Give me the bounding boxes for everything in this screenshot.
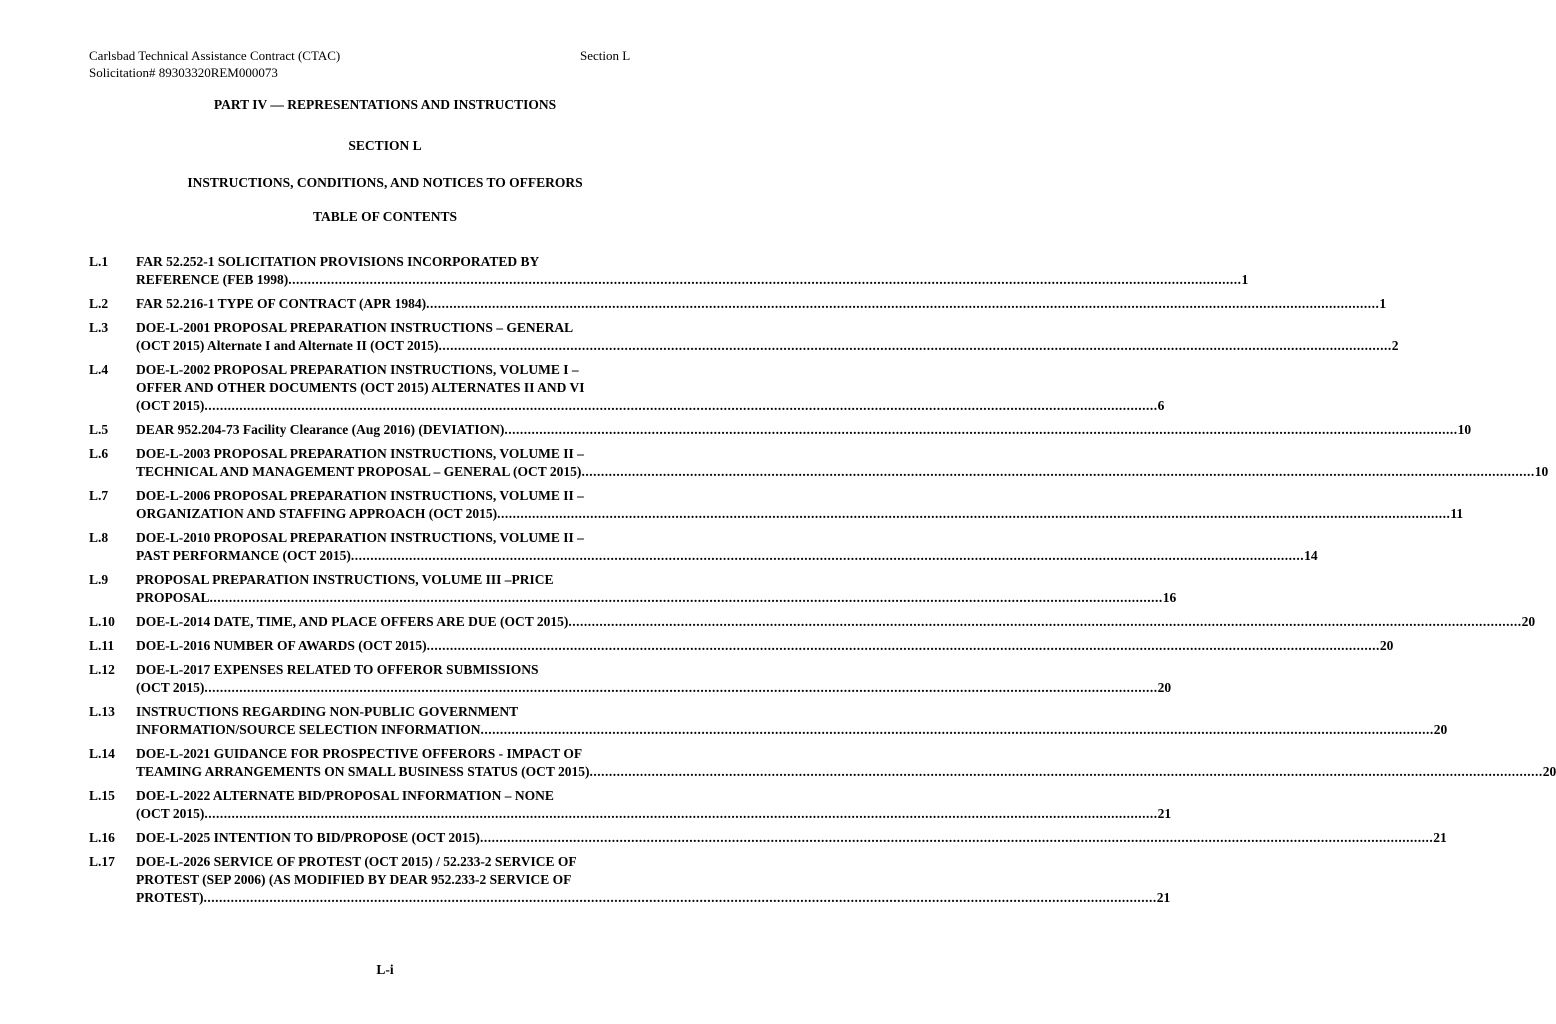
dot-leader: [288, 271, 1241, 289]
dot-leader: [581, 463, 1534, 481]
toc-entry-page: 11: [1450, 506, 1464, 521]
dot-leader: [351, 547, 1304, 565]
part-title: PART IV — REPRESENTATIONS AND INSTRUCTIONS: [213, 97, 557, 112]
toc-entry-page: 10: [1534, 464, 1549, 479]
contract-title: Carlsbad Technical Assistance Contract (CTAC): [89, 48, 341, 63]
toc-entry[interactable]: [89, 421, 1472, 439]
toc-entry-title-line: PROTEST (SEP 2006) (AS MODIFIED BY DEAR 952.233-2 SERVICE OF: [136, 872, 572, 887]
toc-entry-title-line: PROPOSAL: [136, 590, 210, 605]
toc-entry-page: 20: [1157, 680, 1172, 695]
toc-entry-title-line: INSTRUCTIONS REGARDING NON-PUBLIC GOVERNMENT: [136, 704, 519, 719]
section-subtitle: INSTRUCTIONS, CONDITIONS, AND NOTICES TO OFFERORS: [187, 175, 583, 190]
toc-entry[interactable]: [89, 745, 1556, 781]
toc-entry-title-line: DOE-L-2006 PROPOSAL PREPARATION INSTRUCTIONS, VOLUME II –: [136, 488, 584, 503]
toc-entry-title-line: DOE-L-2017 EXPENSES RELATED TO OFFEROR SUBMISSIONS: [136, 662, 539, 677]
toc-entry[interactable]: [89, 529, 1318, 565]
toc-entry-last-line: [136, 805, 1172, 823]
toc-entry-title-line: REFERENCE (FEB 1998): [136, 272, 289, 287]
dot-leader: [427, 637, 1380, 655]
toc-entry-title-line: DOE-L-2001 PROPOSAL PREPARATION INSTRUCTIONS – GENERAL: [136, 320, 574, 335]
toc-entry-page: 21: [1157, 806, 1172, 821]
toc-entry[interactable]: [89, 853, 1171, 907]
dot-leader: [504, 421, 1457, 439]
toc-entry-title-line: (OCT 2015): [136, 680, 205, 695]
toc-entry[interactable]: [89, 445, 1549, 481]
toc-entry-last-line: [136, 589, 1177, 607]
toc-entry-title-line: DOE-L-2002 PROPOSAL PREPARATION INSTRUCTIONS, VOLUME I –: [136, 362, 579, 377]
toc-entry-title-line: (OCT 2015) Alternate I and Alternate II (OCT 2015): [136, 338, 439, 353]
toc-entry-last-line: [136, 721, 1448, 739]
dot-leader: [204, 679, 1157, 697]
toc-entry-page: 20: [1521, 614, 1536, 629]
toc-entry-number: L.2: [89, 296, 109, 311]
toc-entry-number: L.6: [89, 446, 109, 461]
toc-entry-page: 1: [1379, 296, 1387, 311]
toc-entry-last-line: [136, 295, 1387, 313]
toc-entry[interactable]: [89, 361, 1165, 415]
toc-entry-number: L.5: [89, 422, 109, 437]
toc-entry-last-line: [136, 505, 1464, 523]
dot-leader: [481, 721, 1434, 739]
toc-entry-page: 20: [1379, 638, 1394, 653]
toc-entry-title-line: INFORMATION/SOURCE SELECTION INFORMATION: [136, 722, 481, 737]
dot-leader: [589, 763, 1542, 781]
toc-heading: TABLE OF CONTENTS: [312, 209, 458, 224]
page-number: L-i: [376, 962, 394, 977]
toc-entry-number: L.1: [89, 254, 109, 269]
toc-entry-number: L.12: [89, 662, 115, 677]
toc-entry-title-line: TEAMING ARRANGEMENTS ON SMALL BUSINESS STATUS (OCT 2015): [136, 764, 590, 779]
toc-entry-number: L.8: [89, 530, 109, 545]
toc-entry-title-line: DOE-L-2014 DATE, TIME, AND PLACE OFFERS ARE DUE (OCT 2015): [136, 614, 569, 629]
dot-leader: [204, 805, 1157, 823]
dot-leader: [480, 829, 1433, 847]
toc-entry-page: 16: [1162, 590, 1177, 605]
toc-entry[interactable]: [89, 295, 1387, 313]
toc-entry-title-line: (OCT 2015): [136, 806, 205, 821]
toc-entry-last-line: [136, 829, 1447, 847]
toc-entry-title-line: DOE-L-2022 ALTERNATE BID/PROPOSAL INFORMATION – NONE: [136, 788, 554, 803]
toc-entry-last-line: [136, 763, 1556, 781]
toc-entry-last-line: [136, 679, 1172, 697]
toc-entry-title-line: DOE-L-2025 INTENTION TO BID/PROPOSE (OCT 2015): [136, 830, 480, 845]
toc-entry-title-line: DOE-L-2016 NUMBER OF AWARDS (OCT 2015): [136, 638, 427, 653]
toc-entry-number: L.13: [89, 704, 115, 719]
toc-entry-title-line: DOE-L-2021 GUIDANCE FOR PROSPECTIVE OFFERORS - IMPACT OF: [136, 746, 583, 761]
toc-entry-number: L.4: [89, 362, 109, 377]
toc-entry-title-line: PROTEST): [136, 890, 204, 905]
solicitation-number: Solicitation# 89303320REM000073: [89, 65, 278, 80]
dot-leader: [204, 889, 1157, 907]
toc-entry-title-line: PROPOSAL PREPARATION INSTRUCTIONS, VOLUME III –PRICE: [136, 572, 554, 587]
header-left: [89, 47, 340, 81]
dot-leader: [426, 295, 1379, 313]
section-label: Section L: [580, 48, 631, 63]
toc-entry-number: L.11: [89, 638, 115, 653]
toc-entry[interactable]: [89, 703, 1448, 739]
toc-entry-page: 14: [1304, 548, 1318, 563]
toc-entry-page: 1: [1241, 272, 1249, 287]
toc-entry-title-line: DEAR 952.204-73 Facility Clearance (Aug 2016) (DEVIATION): [136, 422, 505, 437]
table-of-contents: [89, 253, 1556, 913]
toc-entry-title-line: PAST PERFORMANCE (OCT 2015): [136, 548, 351, 563]
toc-entry-page: 21: [1433, 830, 1447, 845]
toc-entry[interactable]: [89, 637, 1394, 655]
toc-entry[interactable]: [89, 319, 1399, 355]
toc-entry-title-line: DOE-L-2010 PROPOSAL PREPARATION INSTRUCTIONS, VOLUME II –: [136, 530, 584, 545]
toc-entry-page: 6: [1157, 398, 1165, 413]
toc-entry-title-line: DOE-L-2026 SERVICE OF PROTEST (OCT 2015) / 52.233-2 SERVICE OF: [136, 854, 577, 869]
toc-entry-last-line: [136, 637, 1394, 655]
toc-entry-page: 21: [1156, 890, 1171, 905]
toc-entry[interactable]: [89, 253, 1249, 289]
toc-entry-last-line: [136, 613, 1536, 631]
toc-entry-number: L.9: [89, 572, 109, 587]
dot-leader: [497, 505, 1450, 523]
toc-entry-title-line: ORGANIZATION AND STAFFING APPROACH (OCT 2015): [136, 506, 498, 521]
dot-leader: [439, 337, 1392, 355]
toc-entry[interactable]: [89, 829, 1447, 847]
toc-entry-number: L.7: [89, 488, 109, 503]
toc-entry-last-line: [136, 271, 1249, 289]
toc-entry-number: L.14: [89, 746, 115, 761]
toc-entry-last-line: [136, 547, 1318, 565]
toc-entry-last-line: [136, 889, 1171, 907]
toc-entry-page: 20: [1542, 764, 1556, 779]
dot-leader: [210, 589, 1163, 607]
toc-entry-last-line: [136, 463, 1549, 481]
toc-entry[interactable]: [89, 613, 1536, 631]
toc-entry-number: L.3: [89, 320, 109, 335]
toc-entry[interactable]: [89, 661, 1172, 697]
toc-entry-title-line: FAR 52.216-1 TYPE OF CONTRACT (APR 1984): [136, 296, 427, 311]
toc-entry-last-line: [136, 397, 1165, 415]
toc-entry-last-line: [136, 421, 1472, 439]
toc-entry-title-line: (OCT 2015): [136, 398, 205, 413]
section-title: SECTION L: [348, 138, 422, 153]
toc-entry-number: L.15: [89, 788, 115, 803]
dot-leader: [204, 397, 1157, 415]
dot-leader: [568, 613, 1521, 631]
toc-entry-number: L.17: [89, 854, 115, 869]
toc-entry-number: L.10: [89, 614, 115, 629]
toc-entry-page: 2: [1391, 338, 1399, 353]
toc-entry[interactable]: [89, 487, 1464, 523]
toc-entry-page: 10: [1457, 422, 1472, 437]
toc-entry-page: 20: [1433, 722, 1448, 737]
toc-entry-title-line: TECHNICAL AND MANAGEMENT PROPOSAL – GENERAL (OCT 2015): [136, 464, 582, 479]
toc-entry[interactable]: [89, 571, 1177, 607]
toc-entry[interactable]: [89, 787, 1172, 823]
toc-entry-title-line: FAR 52.252-1 SOLICITATION PROVISIONS INCORPORATED BY: [136, 254, 540, 269]
toc-entry-title-line: OFFER AND OTHER DOCUMENTS (OCT 2015) ALTERNATES II AND VI: [136, 380, 585, 395]
toc-entry-number: L.16: [89, 830, 115, 845]
toc-entry-title-line: DOE-L-2003 PROPOSAL PREPARATION INSTRUCTIONS, VOLUME II –: [136, 446, 584, 461]
toc-entry-last-line: [136, 337, 1399, 355]
